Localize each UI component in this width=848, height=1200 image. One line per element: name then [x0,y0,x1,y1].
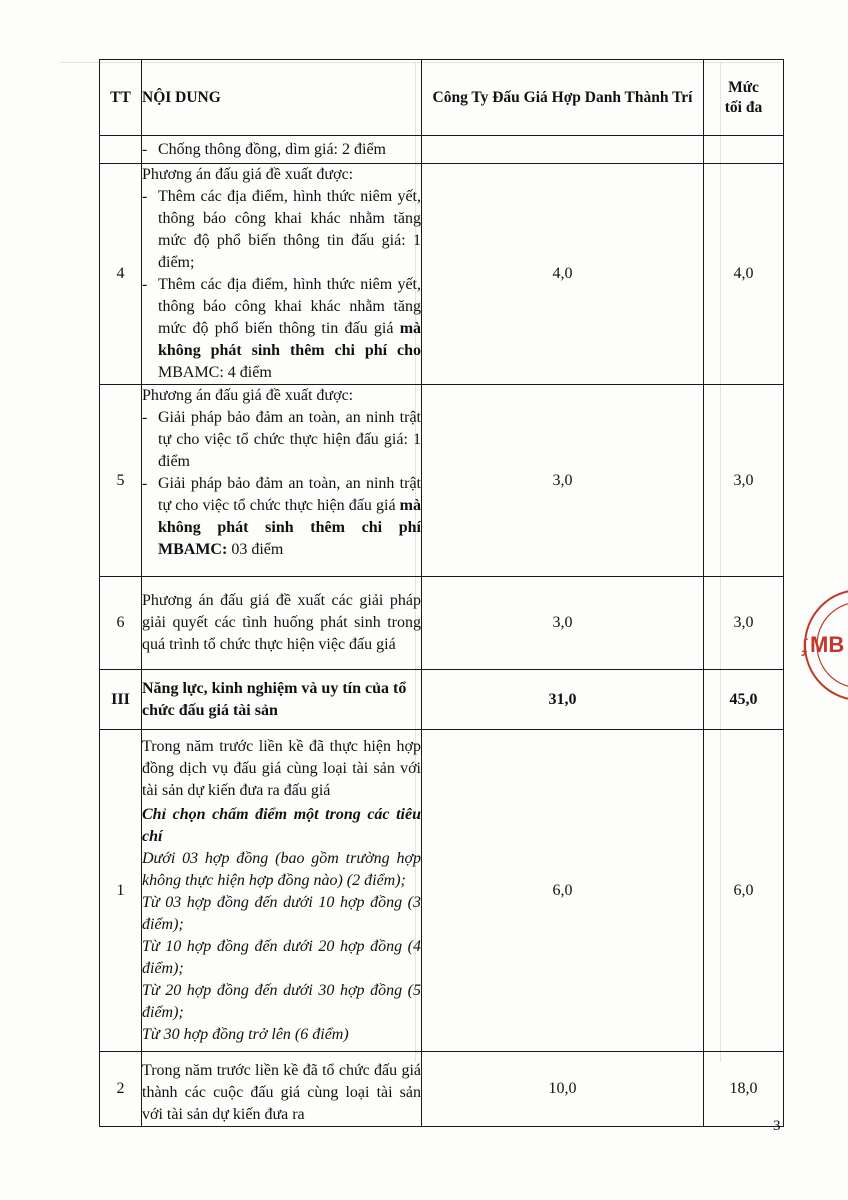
row-max: 18,0 [704,1052,784,1127]
seal-text: MB [810,632,845,657]
row-lead: Phương án đấu giá đề xuất được: [142,166,354,183]
row-content [142,385,422,577]
row-score: 10,0 [422,1052,704,1127]
row-score: 6,0 [422,730,704,1052]
table-row [100,385,784,577]
table-row [100,670,784,730]
bullet-text: Chống thông đồng, dìm giá: 2 điểm [158,140,386,158]
row-lead: Phương án đấu giá đề xuất được: [142,387,354,404]
row-score: 3,0 [422,385,704,577]
row-max: 3,0 [704,385,784,577]
row-max: 3,0 [704,577,784,670]
page-number: 3 [773,1118,781,1134]
table-row [100,577,784,670]
row-score: 4,0 [422,164,704,385]
scoring-table [99,59,784,1127]
bullet-item: - Giải pháp bảo đảm an toàn, an ninh trật tự cho việc tổ chức thực hiện đấu giá: 1 điểm [142,409,421,470]
row-score: 3,0 [422,577,704,670]
row-tt: 2 [100,1052,142,1127]
row-content: Trong năm trước liền kề đã tổ chức đấu giá thành các cuộc đấu giá cùng loại tài sản với tài sản dự kiến đưa ra [142,1052,422,1127]
row-content [142,164,422,385]
row-max: 45,0 [704,670,784,730]
bullet-text: Giải pháp bảo đảm an toàn, an ninh trật tự cho việc tổ chức thực hiện đấu giá [158,475,421,514]
row-max: 6,0 [704,730,784,1052]
bullet-bold-text: mà không phát sinh thêm chi phí MBAMC: [158,497,421,558]
row-text: Trong năm trước liền kề đã thực hiện hợp đồng dịch vụ đấu giá cùng loại tài sản với tài sản dự kiến đưa ra đấu giá [142,737,421,799]
row-tt: III [100,670,142,730]
row-tt: 4 [100,164,142,385]
company-seal [800,570,848,720]
row-score [422,136,704,164]
table-row [100,136,784,164]
bullet-text: Giải pháp bảo đảm an toàn, an ninh trật tự cho việc tổ chức thực hiện đấu giá: 1 điểm [158,409,421,470]
criteria-item: Từ 30 hợp đồng trở lên (6 điểm) [142,1025,349,1043]
row-max [704,136,784,164]
criteria-item: Từ 03 hợp đồng đến dưới 10 hợp đồng (3 điểm); [142,893,421,933]
table-header-row [100,60,784,136]
header-company: Công Ty Đấu Giá Hợp Danh Thành Trí [422,60,704,136]
header-max-label: Mức tối đa [724,78,763,116]
section-title: Năng lực, kinh nghiệm và uy tín của tổ chức đấu giá tài sản [142,670,422,730]
criteria-item: Từ 20 hợp đồng đến dưới 30 hợp đồng (5 điểm); [142,981,421,1021]
svg-text:ʄ: ʄ [802,636,807,656]
bullet-text: Thêm các địa điểm, hình thức niêm yết, thông báo công khai khác nhằm tăng mức độ phổ biến thông tin đấu giá: 1 điểm; [158,188,421,271]
table-row [100,1052,784,1127]
row-score: 31,0 [422,670,704,730]
row-content [142,136,422,164]
row-content [142,730,422,1052]
bullet-item: - Chống thông đồng, dìm giá: 2 điểm [142,140,386,158]
bullet-tail-text: 03 điểm [231,541,284,558]
row-max: 4,0 [704,164,784,385]
table-row [100,164,784,385]
bullet-item: - Thêm các địa điểm, hình thức niêm yết, thông báo công khai khác nhằm tăng mức độ phổ biến thông tin đấu giá mà không phát sinh thêm chi phí cho MBAMC: 4 điểm [142,276,422,381]
row-tt: 5 [100,385,142,577]
criteria-item: Từ 10 hợp đồng đến dưới 20 hợp đồng (4 điểm); [142,937,421,977]
criteria-title: Chỉ chọn chấm điểm một trong các tiêu chí [142,805,421,845]
bullet-item: - Giải pháp bảo đảm an toàn, an ninh trật tự cho việc tổ chức thực hiện đấu giá mà không phát sinh thêm chi phí MBAMC: 03 điểm [142,475,421,558]
bullet-item: - Thêm các địa điểm, hình thức niêm yết, thông báo công khai khác nhằm tăng mức độ phổ biến thông tin đấu giá: 1 điểm; [142,188,421,271]
row-tt: 1 [100,730,142,1052]
header-max [704,60,784,136]
bullet-text: Thêm các địa điểm, hình thức niêm yết, thông báo công khai khác nhằm tăng mức độ phổ biến thông tin đấu giá [158,276,421,337]
table-row [100,730,784,1052]
bullet-tail-text: MBAMC: 4 điểm [158,364,272,381]
header-tt: TT [100,60,142,136]
bullet-bold-text: mà không phát sinh thêm chi phí cho [158,320,422,359]
header-content: NỘI DUNG [142,60,422,136]
row-content: Phương án đấu giá đề xuất các giải pháp giải quyết các tình huống phát sinh trong quá trình tổ chức thực hiện việc đấu giá [142,577,422,670]
row-tt [100,136,142,164]
criteria-item: Dưới 03 hợp đồng (bao gồm trường hợp không thực hiện hợp đồng nào) (2 điểm); [142,849,421,889]
row-tt: 6 [100,577,142,670]
